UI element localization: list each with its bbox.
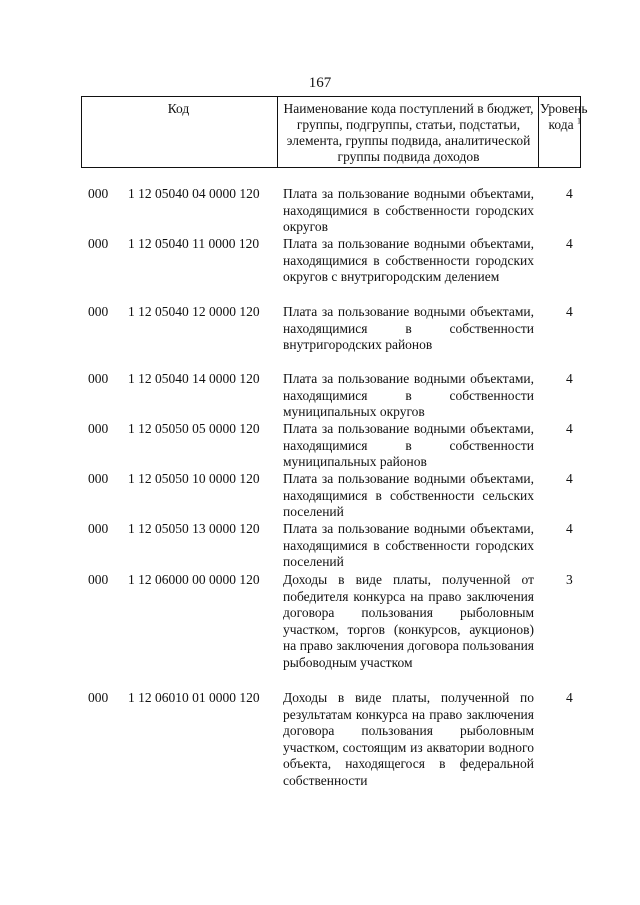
admin-code: 000 <box>88 186 109 201</box>
income-code: 1 12 06010 01 0000 120 <box>128 690 260 705</box>
income-name: Плата за пользование водными объектами, находящимися в собственности внутригородских районов <box>283 304 534 352</box>
income-name: Доходы в виде платы, полученной от победителя конкурса на право заключения договора пользования рыболовным участком, торгов (конкурсов, аукционов) на право заключения договора пользования рыбоводным участком <box>283 572 534 670</box>
admin-code: 000 <box>88 521 109 536</box>
header-level <box>540 101 588 133</box>
header-level-text: кода <box>548 117 574 132</box>
header-level-footnote: 1 <box>577 116 581 126</box>
code-level: 4 <box>566 371 573 386</box>
code-level: 4 <box>566 690 573 705</box>
page-number: 167 <box>308 75 332 91</box>
code-level: 4 <box>566 236 573 251</box>
code-level: 3 <box>566 572 573 587</box>
income-code: 1 12 05050 13 0000 120 <box>128 521 260 536</box>
header-code: Код <box>167 101 190 116</box>
header-level-line2 <box>540 117 581 133</box>
income-name: Доходы в виде платы, полученной по результатам конкурса на право заключения договора пользования рыболовным участком, состоящим из акватории водного объекта, находящегося в федеральной собственности <box>283 690 534 788</box>
income-name: Плата за пользование водными объектами, находящимися в собственности муниципальных районов <box>283 421 534 469</box>
code-level: 4 <box>566 421 573 436</box>
income-code: 1 12 05050 05 0000 120 <box>128 421 260 436</box>
table-header <box>81 96 588 168</box>
admin-code: 000 <box>88 572 109 587</box>
code-level: 4 <box>566 471 573 486</box>
income-name: Плата за пользование водными объектами, находящимися в собственности городских поселений <box>283 521 534 569</box>
income-name: Плата за пользование водными объектами, находящимися в собственности сельских поселений <box>283 471 534 519</box>
admin-code: 000 <box>88 690 109 705</box>
income-code: 1 12 05040 04 0000 120 <box>128 186 260 201</box>
admin-code: 000 <box>88 371 109 386</box>
code-level: 4 <box>566 521 573 536</box>
admin-code: 000 <box>88 304 109 319</box>
header-divider-1 <box>277 97 278 167</box>
income-code: 1 12 05050 10 0000 120 <box>128 471 260 486</box>
code-level: 4 <box>566 304 573 319</box>
income-name: Плата за пользование водными объектами, находящимися в собственности муниципальных округов <box>283 371 534 419</box>
income-code: 1 12 05040 11 0000 120 <box>128 236 260 251</box>
income-code: 1 12 05040 12 0000 120 <box>128 304 260 319</box>
code-level: 4 <box>566 186 573 201</box>
admin-code: 000 <box>88 236 109 251</box>
income-code: 1 12 05040 14 0000 120 <box>128 371 260 386</box>
header-name: Наименование кода поступлений в бюджет, группы, подгруппы, статьи, подстатьи, элемента, группы подвида, аналитической группы подвида доходов <box>283 101 534 164</box>
header-divider-2 <box>538 97 539 167</box>
admin-code: 000 <box>88 471 109 486</box>
admin-code: 000 <box>88 421 109 436</box>
header-level-line1: Уровень <box>540 101 588 116</box>
income-code: 1 12 06000 00 0000 120 <box>128 572 260 587</box>
income-name: Плата за пользование водными объектами, находящимися в собственности городских округов с внутригородским делением <box>283 236 534 284</box>
income-name: Плата за пользование водными объектами, находящимися в собственности городских округов <box>283 186 534 234</box>
